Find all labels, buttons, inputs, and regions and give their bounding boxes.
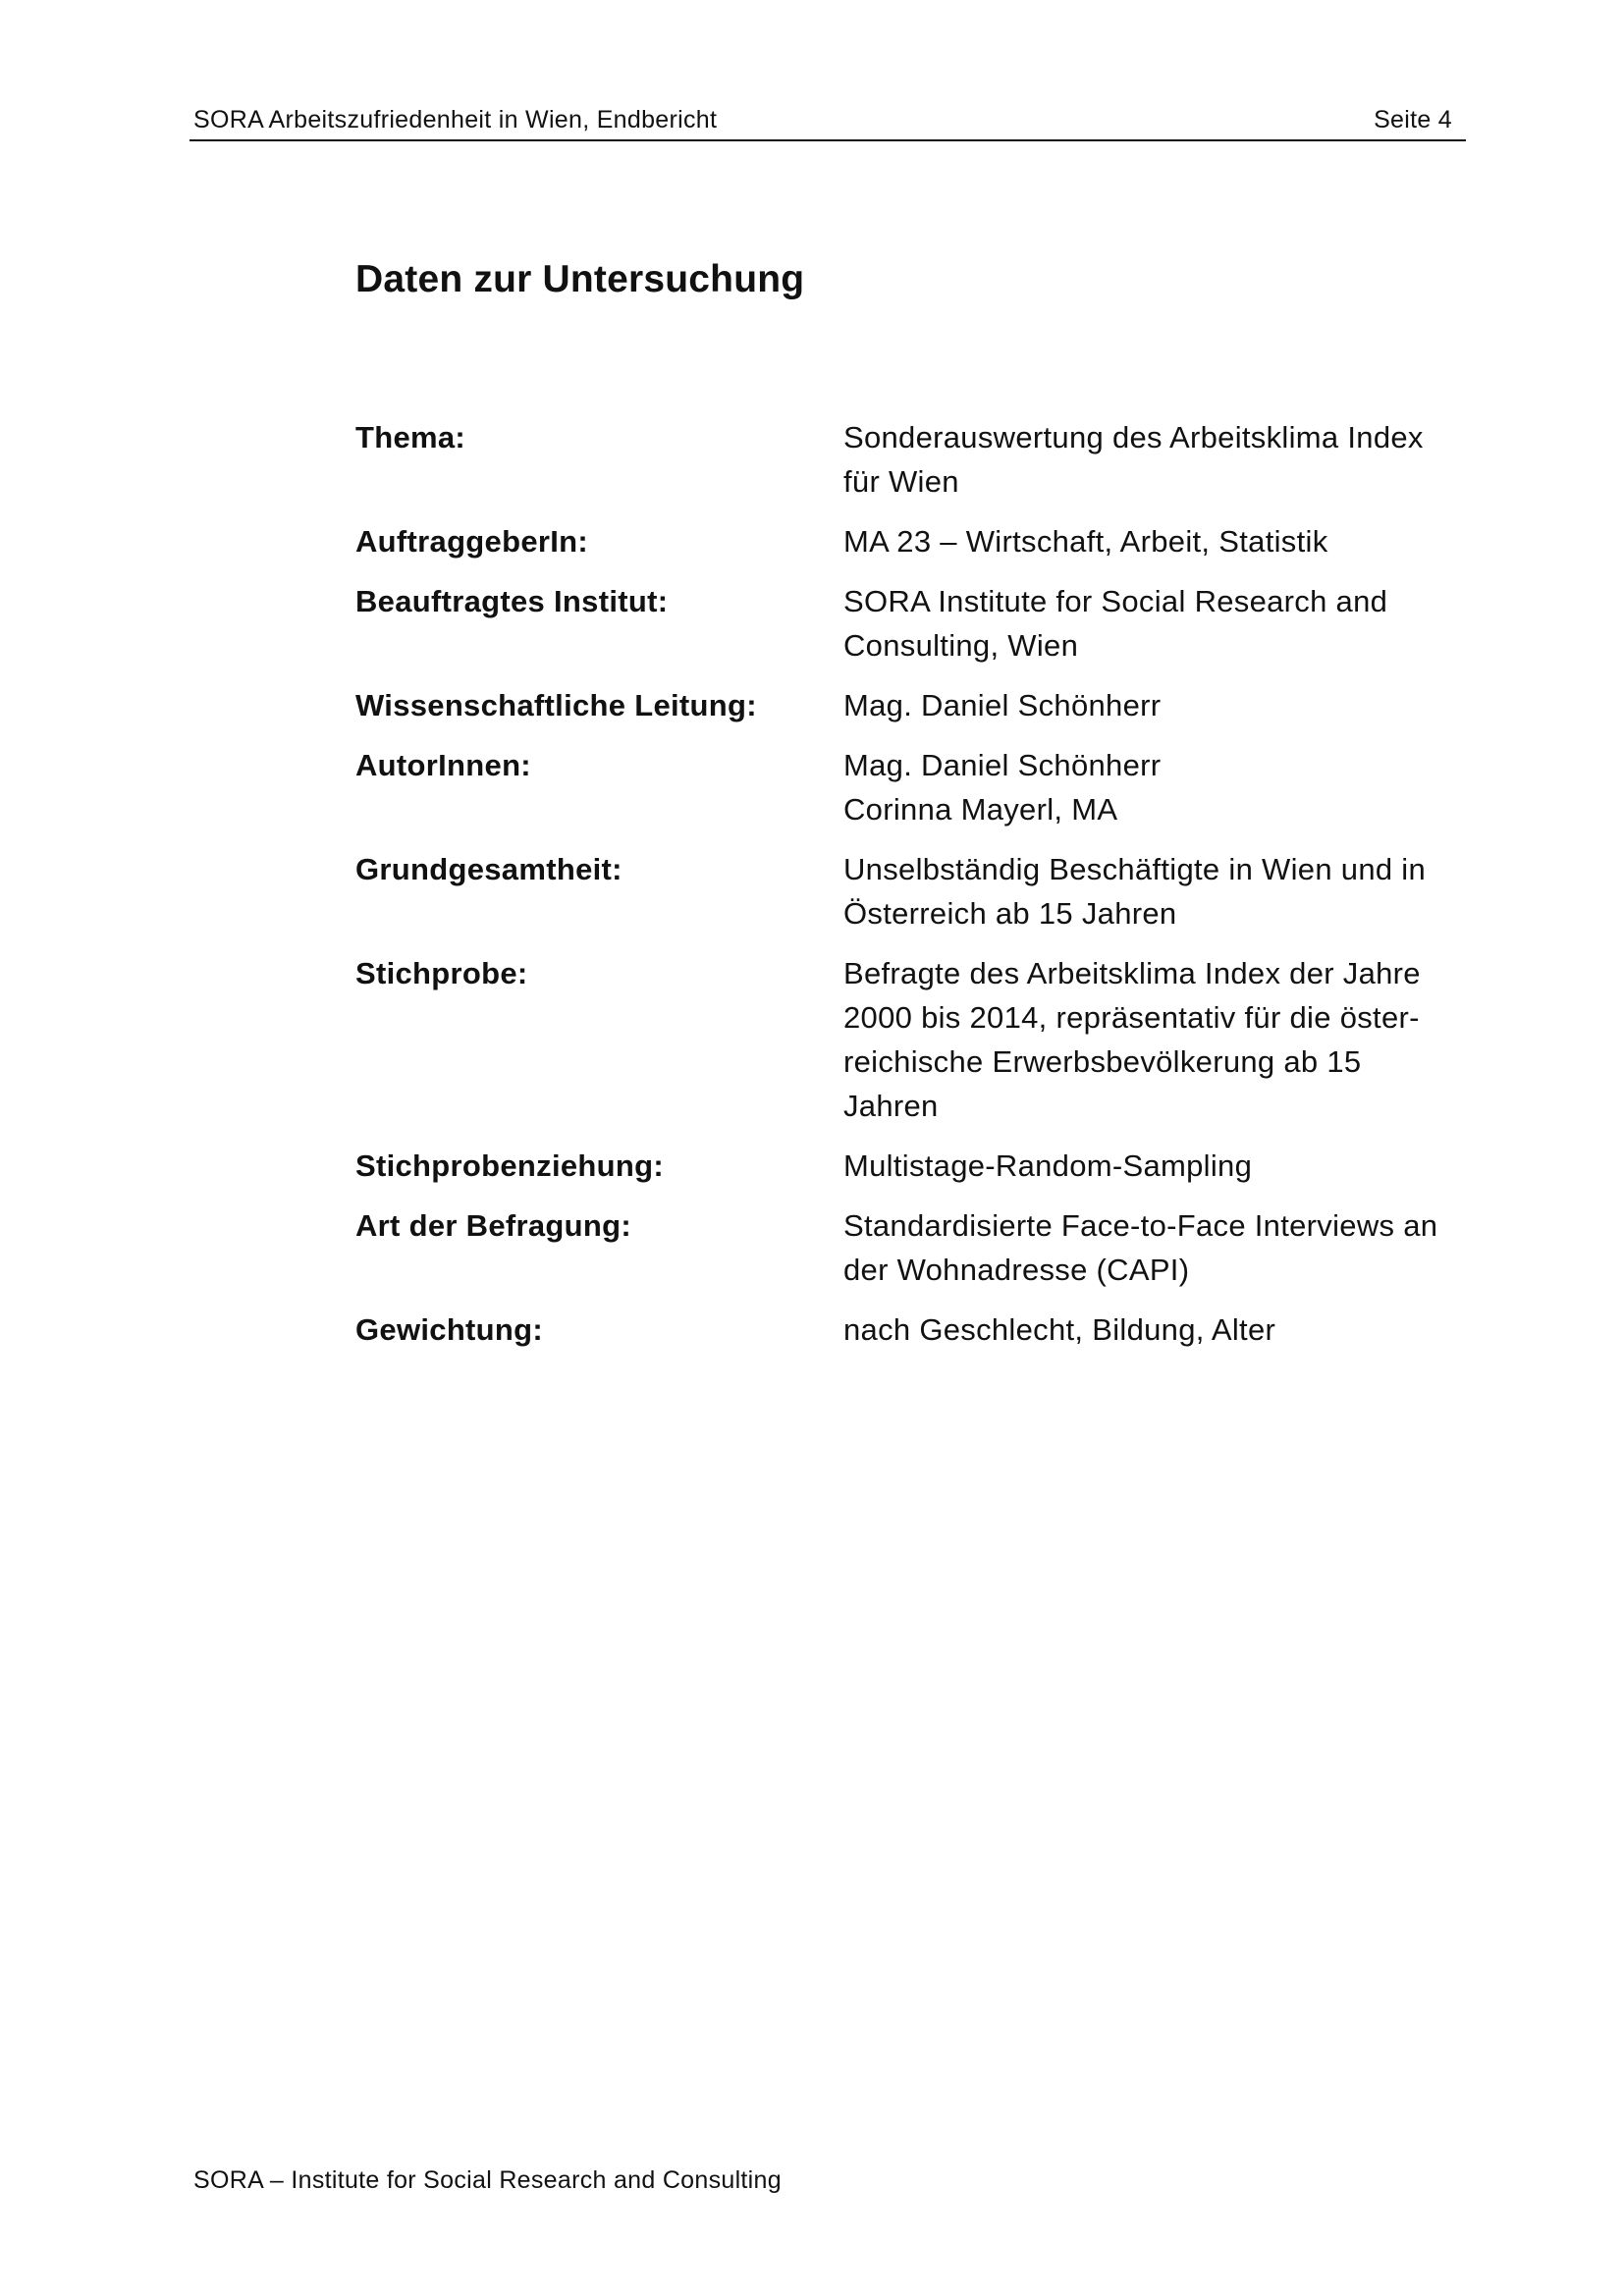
running-title: SORA Arbeitszufriedenheit in Wien, Endbericht <box>193 106 718 133</box>
info-value <box>843 1203 1465 1292</box>
page-header <box>189 102 1466 141</box>
section-title: Daten zur Untersuchung <box>355 258 805 300</box>
info-row-beauftragtes-institut <box>355 579 1465 667</box>
info-value-line: 2000 bis 2014, repräsentativ für die öster- <box>843 1000 1420 1035</box>
info-row-gewichtung <box>355 1308 1465 1352</box>
info-value <box>843 1308 1465 1352</box>
info-value <box>843 1144 1465 1188</box>
info-row-stichprobenziehung <box>355 1144 1465 1188</box>
info-value-line: der Wohnadresse (CAPI) <box>843 1253 1190 1287</box>
info-label: Thema: <box>355 420 466 454</box>
info-value-line: SORA Institute for Social Research and <box>843 584 1388 618</box>
info-value <box>843 415 1465 504</box>
info-value-line: Mag. Daniel Schönherr <box>843 688 1162 722</box>
info-value-line: Multistage-Random-Sampling <box>843 1148 1253 1183</box>
info-value <box>843 579 1465 667</box>
info-row-grundgesamtheit <box>355 847 1465 935</box>
info-value-line: Befragte des Arbeitsklima Index der Jahre <box>843 956 1421 990</box>
page-number: Seite 4 <box>1374 106 1452 133</box>
info-row-thema <box>355 415 1465 504</box>
info-row-autorinnen <box>355 743 1465 831</box>
info-value <box>843 951 1465 1128</box>
page-footer: SORA – Institute for Social Research and Consulting <box>193 2166 782 2194</box>
info-row-stichprobe <box>355 951 1465 1128</box>
info-value-line: Corinna Mayerl, MA <box>843 792 1118 827</box>
info-value-line: Consulting, Wien <box>843 628 1079 663</box>
info-value-line: für Wien <box>843 464 959 499</box>
info-value <box>843 683 1465 727</box>
info-value-line: Sonderauswertung des Arbeitsklima Index <box>843 420 1424 454</box>
info-label: Wissenschaftliche Leitung: <box>355 688 757 722</box>
info-value-line: nach Geschlecht, Bildung, Alter <box>843 1312 1276 1347</box>
info-value-line: Österreich ab 15 Jahren <box>843 896 1177 931</box>
info-value-line: Jahren <box>843 1089 939 1123</box>
info-row-wissenschaftliche-leitung <box>355 683 1465 727</box>
info-row-auftraggeberin <box>355 519 1465 563</box>
info-value <box>843 519 1465 563</box>
info-value <box>843 743 1465 831</box>
study-info-table <box>355 415 1465 1367</box>
info-label: Gewichtung: <box>355 1312 544 1347</box>
info-label: Grundgesamtheit: <box>355 852 622 886</box>
info-label: AuftraggeberIn: <box>355 524 588 559</box>
info-label: AutorInnen: <box>355 748 531 782</box>
info-value-line: reichische Erwerbsbevölkerung ab 15 <box>843 1044 1362 1079</box>
info-value <box>843 847 1465 935</box>
info-value-line: Mag. Daniel Schönherr <box>843 748 1162 782</box>
info-label: Stichprobenziehung: <box>355 1148 664 1183</box>
info-value-line: Standardisierte Face-to-Face Interviews an <box>843 1208 1438 1243</box>
info-value-line: MA 23 – Wirtschaft, Arbeit, Statistik <box>843 524 1328 559</box>
info-label: Stichprobe: <box>355 956 528 990</box>
info-value-line: Unselbständig Beschäftigte in Wien und in <box>843 852 1427 886</box>
info-label: Art der Befragung: <box>355 1208 631 1243</box>
info-row-art-der-befragung <box>355 1203 1465 1292</box>
info-label: Beauftragtes Institut: <box>355 584 669 618</box>
